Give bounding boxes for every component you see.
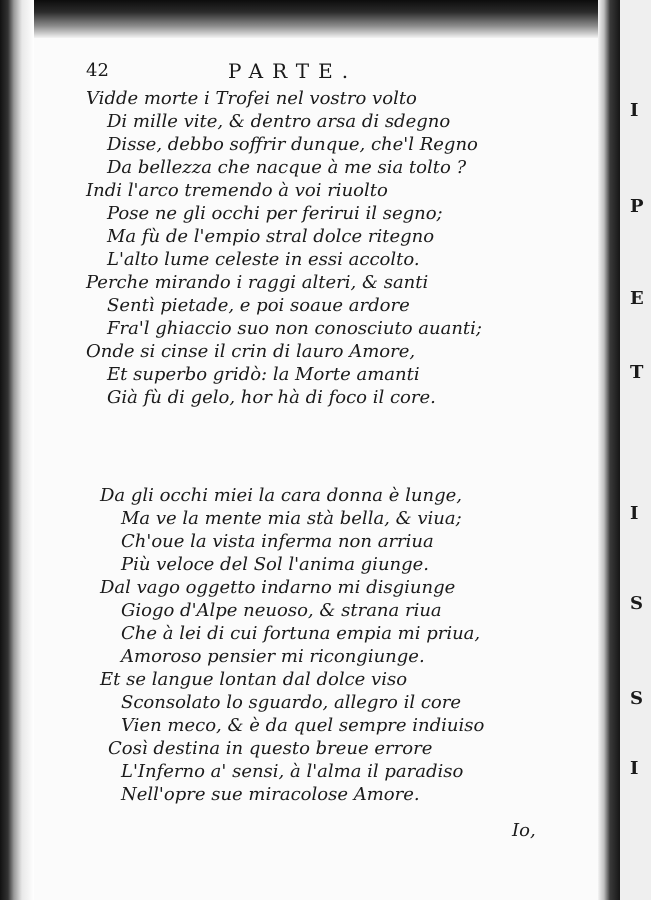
verse-line: Ch'oue la vista inferma non arriua bbox=[121, 531, 434, 552]
verse-line: Da gli occhi miei la cara donna è lunge, bbox=[100, 485, 462, 506]
verse-line: L'alto lume celeste in essi accolto. bbox=[107, 249, 420, 270]
verse-line: Che à lei di cui fortuna empia mi priua, bbox=[121, 623, 481, 644]
left-book-edge bbox=[0, 0, 34, 900]
facing-page-letter: S bbox=[630, 593, 643, 614]
verse-line: Ma fù de l'empio stral dolce ritegno bbox=[107, 226, 435, 247]
verse-line: Perche mirando i raggi alteri, & santi bbox=[86, 272, 429, 293]
verse-line: Più veloce del Sol l'anima giunge. bbox=[121, 554, 430, 575]
page-number: 42 bbox=[86, 60, 109, 81]
catchword: Io, bbox=[512, 820, 536, 841]
verse-line: Di mille vite, & dentro arsa di sdegno bbox=[107, 111, 451, 132]
verse-line: Così destina in questo breue errore bbox=[108, 738, 433, 759]
facing-page-letter: T bbox=[630, 362, 644, 383]
verse-line: Già fù di gelo, hor hà di foco il core. bbox=[107, 387, 436, 408]
verse-line: Nell'opre sue miracolose Amore. bbox=[121, 784, 420, 805]
facing-page-letter: E bbox=[630, 288, 644, 309]
verse-line: Disse, debbo soffrir dunque, che'l Regno bbox=[107, 134, 478, 155]
page-header bbox=[86, 60, 506, 84]
facing-page-letter: S bbox=[630, 688, 643, 709]
running-head: PARTE. bbox=[228, 59, 358, 83]
book-gutter bbox=[598, 0, 620, 900]
verse-line: Dal vago oggetto indarno mi disgiunge bbox=[100, 577, 456, 598]
facing-page-letter: P bbox=[630, 196, 644, 217]
show-through-text bbox=[150, 826, 230, 840]
verse-line: Sconsolato lo sguardo, allegro il core bbox=[121, 692, 461, 713]
verse-line: Amoroso pensier mi ricongiunge. bbox=[121, 646, 425, 667]
top-page-edge bbox=[0, 0, 651, 38]
verse-line: Vien meco, & è da quel sempre indiuiso bbox=[121, 715, 485, 736]
verse-line: Pose ne gli occhi per ferirui il segno; bbox=[107, 203, 443, 224]
verse-line: Onde si cinse il crin di lauro Amore, bbox=[86, 341, 416, 362]
verse-line: Sentì pietade, e poi soaue ardore bbox=[107, 295, 410, 316]
facing-page-letter: I bbox=[630, 100, 639, 121]
verse-line: Fra'l ghiaccio suo non conosciuto auanti; bbox=[107, 318, 482, 339]
facing-page-letter: I bbox=[630, 503, 639, 524]
verse-line: Indi l'arco tremendo à voi riuolto bbox=[86, 180, 388, 201]
facing-page-letter: I bbox=[630, 758, 639, 779]
verse-line: L'Inferno a' sensi, à l'alma il paradiso bbox=[121, 761, 464, 782]
verse-line: Et se langue lontan dal dolce viso bbox=[100, 669, 408, 690]
verse-line: Giogo d'Alpe neuoso, & strana riua bbox=[121, 600, 442, 621]
verse-line: Ma ve la mente mia stà bella, & viua; bbox=[121, 508, 462, 529]
verse-line: Da bellezza che nacque à me sia tolto ? bbox=[107, 157, 467, 178]
verse-line: Et superbo gridò: la Morte amanti bbox=[107, 364, 420, 385]
verse-line: Vidde morte i Trofei nel vostro volto bbox=[86, 88, 417, 109]
